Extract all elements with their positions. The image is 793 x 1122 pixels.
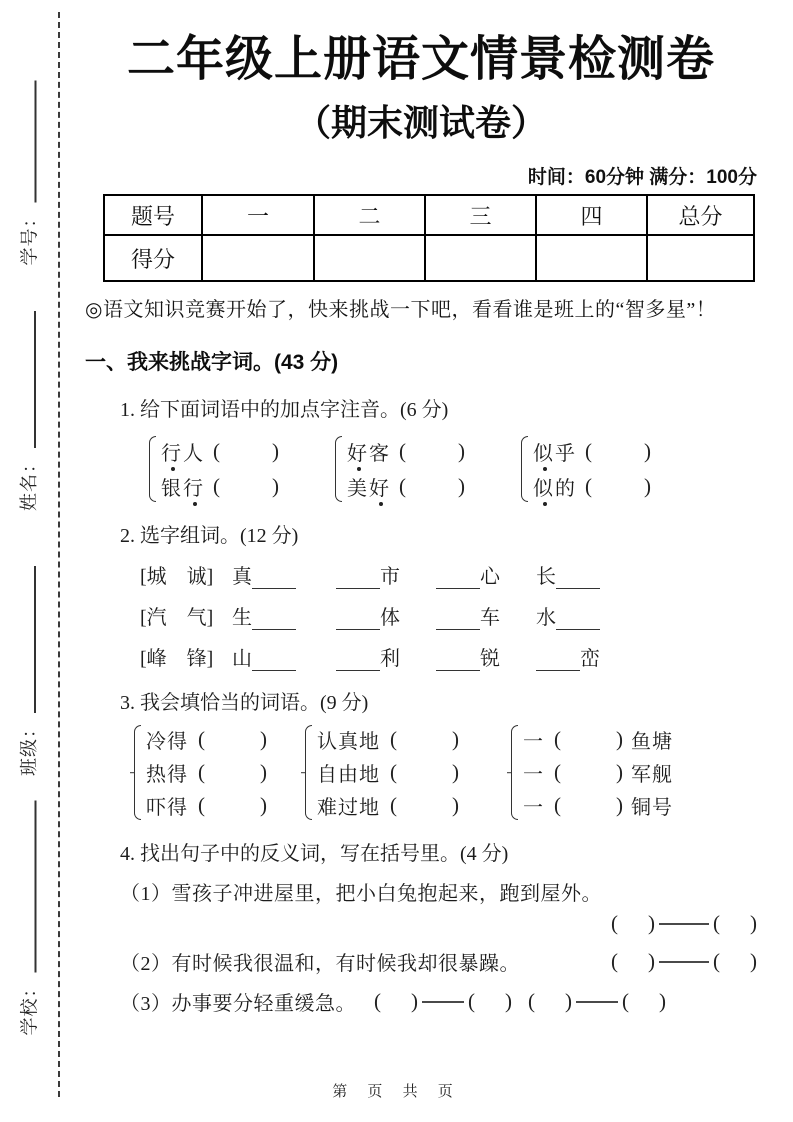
q4-item-2 <box>120 947 757 976</box>
fill-blank <box>436 568 480 589</box>
fill-item: 利 <box>336 642 436 671</box>
char-options: [汽 气] <box>140 607 214 629</box>
q4-item-3 <box>120 987 757 1016</box>
fill-item: 锐 <box>436 642 536 671</box>
pinyin-item <box>347 469 465 504</box>
notice-line: ◎语文知识竞赛开始了，快来挑战一下吧，看看谁是班上的“智多星”！ <box>85 299 717 321</box>
group-brace <box>507 723 517 822</box>
fill-blank <box>436 609 480 630</box>
score-cell-empty <box>202 235 314 281</box>
pair-dash <box>422 1001 464 1003</box>
word-fill-item: 吓得 ( ) <box>146 793 267 819</box>
page-footer: 第 页 共 页 <box>332 1083 461 1100</box>
q1-group-1 <box>145 434 279 504</box>
answer-parens: ( ) <box>585 439 651 463</box>
pinyin-item <box>161 434 279 469</box>
tear-off-dashed-line <box>58 12 60 1097</box>
q3-title: 3. 我会填恰当的词语。(9 分) <box>120 692 369 714</box>
side-field-student-id <box>16 81 42 266</box>
antonym-pair: ( ) ( ) <box>611 911 757 935</box>
group-brace <box>331 434 341 504</box>
q3-groups <box>130 723 757 822</box>
fill-blank <box>336 609 380 630</box>
q1-title: 1. 给下面词语中的加点字注音。(6 分) <box>120 399 449 421</box>
answer-parens: ( ) <box>585 474 651 498</box>
answer-parens: ( ) <box>390 727 459 751</box>
section1-heading: 一、我来挑战字词。(43 分) <box>85 351 339 374</box>
char-options: [峰 锋] <box>140 648 214 670</box>
fill-item: 生 <box>232 601 336 630</box>
pair-dash <box>659 923 709 925</box>
measure-word-item: 一 ( ) 鱼塘 <box>523 727 673 753</box>
antonym-pair: ( ) ( ) <box>528 989 666 1013</box>
sentence-text: （2）有时候我很温和，有时候我却很暴躁。 <box>120 953 520 975</box>
side-field-name <box>15 311 41 511</box>
pinyin-item <box>533 469 651 504</box>
side-field-school <box>16 801 42 1036</box>
dotted-char: 似 <box>533 478 555 500</box>
q2-row-1 <box>140 559 757 589</box>
score-header-cell: 题号 <box>104 195 202 235</box>
pinyin-item <box>161 469 279 504</box>
word-fill-item: 认真地 ( ) <box>317 727 459 753</box>
q1-group-2 <box>331 434 465 504</box>
answer-parens: ( ) <box>554 760 623 784</box>
word-fill-item: 热得 ( ) <box>146 760 267 786</box>
dotted-char: 好 <box>347 443 369 465</box>
answer-parens: ( ) <box>390 760 459 784</box>
antonym-pair: ( ) ( ) <box>611 949 757 973</box>
measure-word-item: 一 ( ) 铜号 <box>523 793 673 819</box>
group-brace <box>145 434 155 504</box>
score-header-cell: 四 <box>536 195 647 235</box>
school-blank <box>20 801 36 973</box>
answer-parens: ( ) <box>213 439 279 463</box>
answer-parens: ( ) <box>198 727 267 751</box>
fill-blank <box>556 609 600 630</box>
q1-group-3 <box>517 434 651 504</box>
fill-blank <box>536 650 580 671</box>
fill-item: 心 <box>436 560 536 589</box>
fill-item: 真 <box>232 560 336 589</box>
answer-parens: ( ) <box>399 439 465 463</box>
word-fill-item: 难过地 ( ) <box>317 793 459 819</box>
q4-title: 4. 找出句子中的反义词，写在括号里。(4 分) <box>120 843 509 865</box>
page-title: 二年级上册语文情景检测卷 <box>126 33 715 86</box>
answer-parens: ( ) <box>213 474 279 498</box>
class-blank <box>20 566 36 713</box>
fill-item: 水 <box>536 601 636 630</box>
pinyin-item <box>347 434 465 469</box>
class-label: 班级： <box>19 719 39 776</box>
q4-item-1-sentence <box>120 877 757 906</box>
score-table-score-row <box>104 235 754 281</box>
group-brace <box>301 723 311 822</box>
fill-blank <box>252 609 296 630</box>
word-part: 银 <box>161 478 183 500</box>
score-table <box>103 194 755 282</box>
q3-group-1 <box>130 723 275 822</box>
score-cell-empty <box>425 235 536 281</box>
fill-item: 长 <box>536 560 636 589</box>
score-header-cell: 二 <box>314 195 425 235</box>
fill-blank <box>252 568 296 589</box>
word-part: 客 <box>369 443 391 465</box>
q1-groups <box>145 434 757 504</box>
answer-parens: ( ) <box>554 727 623 751</box>
score-cell-empty <box>536 235 647 281</box>
fill-blank <box>336 568 380 589</box>
q2-rows <box>140 559 757 671</box>
dotted-char: 行 <box>183 478 205 500</box>
q4-items <box>120 877 757 1016</box>
q4-item-3-answers <box>374 989 666 1014</box>
fill-blank <box>556 568 600 589</box>
group-brace <box>517 434 527 504</box>
answer-parens: ( ) <box>554 793 623 817</box>
word-part: 的 <box>555 478 577 500</box>
char-options: [城 诚] <box>140 566 214 588</box>
word-fill-item: 自由地 ( ) <box>317 760 459 786</box>
name-label: 姓名： <box>19 454 39 511</box>
q3-group-2 <box>301 723 467 822</box>
pair-dash <box>659 961 709 963</box>
student-id-blank <box>20 81 36 203</box>
pinyin-item <box>533 434 651 469</box>
score-cell-empty <box>647 235 754 281</box>
fill-item: 车 <box>436 601 536 630</box>
name-blank <box>20 311 36 448</box>
school-label: 学校： <box>19 978 40 1036</box>
fill-item: 市 <box>336 560 436 589</box>
score-table-header-row <box>104 195 754 235</box>
fill-blank <box>252 650 296 671</box>
group-brace <box>130 723 140 822</box>
q2-title: 2. 选字组词。(12 分) <box>120 525 299 547</box>
side-field-class <box>15 566 41 776</box>
q2-row-2 <box>140 600 757 630</box>
fill-item: 山 <box>232 642 336 671</box>
sentence-text: （1）雪孩子冲进屋里，把小白兔抱起来，跑到屋外。 <box>120 883 602 905</box>
sentence-text: （3）办事要分轻重缓急。 <box>120 993 356 1015</box>
fill-blank <box>436 650 480 671</box>
word-part: 人 <box>183 443 205 465</box>
score-row-label: 得分 <box>104 235 202 281</box>
answer-parens: ( ) <box>198 793 267 817</box>
word-part: 美 <box>347 478 369 500</box>
answer-parens: ( ) <box>198 760 267 784</box>
score-cell-empty <box>314 235 425 281</box>
page-subtitle: （期末测试卷） <box>294 102 547 143</box>
fill-blank <box>336 650 380 671</box>
score-header-cell: 一 <box>202 195 314 235</box>
word-part: 乎 <box>555 443 577 465</box>
fill-item: 体 <box>336 601 436 630</box>
student-id-label: 学号： <box>19 208 40 266</box>
dotted-char: 好 <box>369 478 391 500</box>
score-header-cell: 三 <box>425 195 536 235</box>
dotted-char: 似 <box>533 443 555 465</box>
antonym-pair: ( ) ( ) <box>374 989 512 1013</box>
fill-item: 峦 <box>536 642 636 671</box>
main-content <box>85 0 757 1016</box>
q3-group-3 <box>507 723 673 822</box>
q2-row-3 <box>140 641 757 671</box>
answer-parens: ( ) <box>399 474 465 498</box>
answer-parens: ( ) <box>390 793 459 817</box>
q4-item-1-answer <box>120 911 757 936</box>
measure-word-item: 一 ( ) 军舰 <box>523 760 673 786</box>
exam-meta: 时间：60分钟 满分：100分 <box>527 167 757 188</box>
score-header-cell: 总分 <box>647 195 754 235</box>
word-fill-item: 冷得 ( ) <box>146 727 267 753</box>
pair-dash <box>576 1001 618 1003</box>
dotted-char: 行 <box>161 443 183 465</box>
